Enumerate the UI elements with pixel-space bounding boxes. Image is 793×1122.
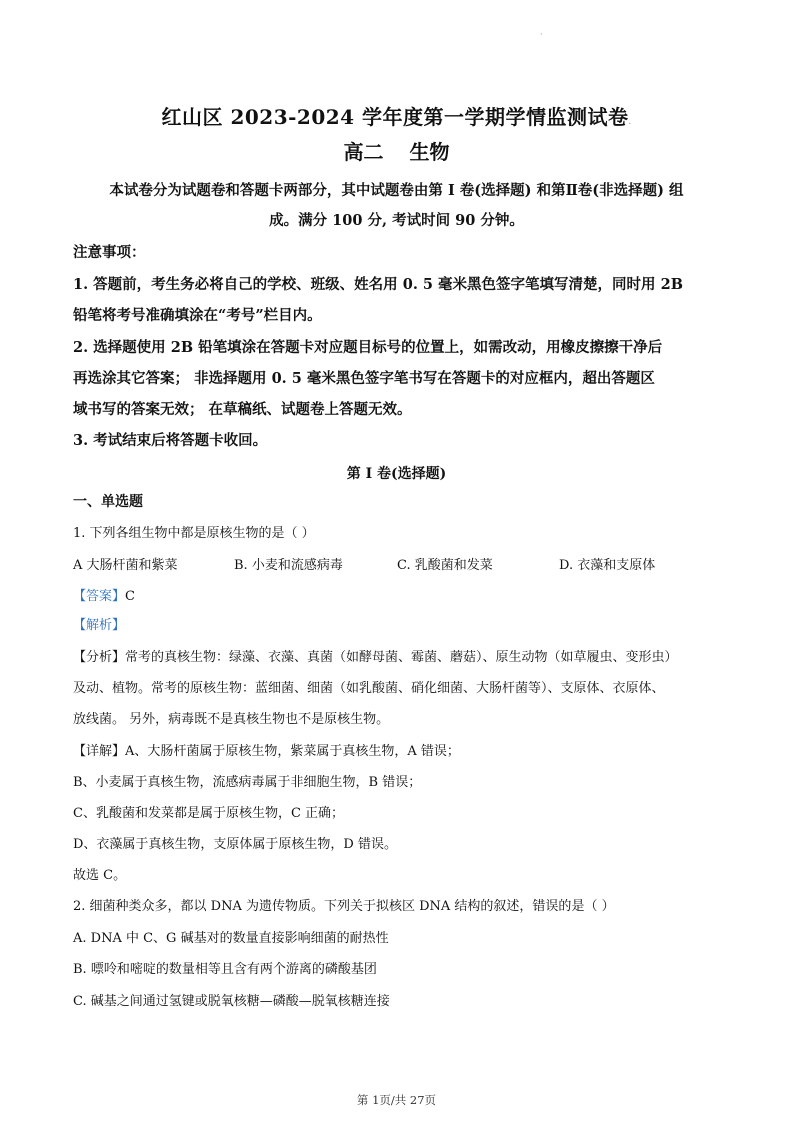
answer-label: 【答案】 [73, 589, 126, 604]
q2-option-b: B. 嘌呤和嘧啶的数量相等且含有两个游离的磷酸基团 [73, 962, 377, 977]
q1-option-d: D. 衣藻和支原体 [559, 558, 656, 573]
q1-conclusion: 故选 C。 [73, 868, 127, 883]
note-2-line-3: 域书写的答案无效； 在草稿纸、试题卷上答题无效。 [73, 401, 412, 418]
xiangjie-line-b: B、小麦属于真核生物，流感病毒属于非细胞生物，B 错误； [73, 775, 422, 790]
q2-option-c: C. 碱基之间通过氢键或脱氧核糖—磷酸—脱氧核糖连接 [73, 994, 390, 1009]
fenxi-line-2: 及动、植物。常考的原核生物：蓝细菌、细菌（如乳酸菌、硝化细菌、大肠杆菌等）、支原体、衣原体、 [73, 681, 665, 696]
q1-option-b: B. 小麦和流感病毒 [234, 558, 343, 573]
note-2-line-1: 2. 选择题使用 2B 铅笔填涂在答题卡对应题目标号的位置上，如需改动，用橡皮擦擦干净后 [73, 339, 663, 356]
intro-line-1: 本试卷分为试题卷和答题卡两部分，其中试题卷由第 I 卷(选择题) 和第Ⅱ卷(非选择题) 组 [109, 182, 684, 199]
exam-title [0, 101, 793, 130]
xiangjie-label: 【详解】 [73, 744, 126, 759]
note-1-line-1: 1. 答题前，考生务必将自己的学校、班级、姓名用 0. 5 毫米黑色签字笔填写清楚，同时用 2B [73, 276, 683, 293]
q1-option-c: C. 乳酸菌和发菜 [397, 558, 493, 573]
note-1-line-2: 铅笔将考号准确填涂在“考号”栏目内。 [73, 307, 322, 324]
fenxi-line-3: 放线菌。 另外，病毒既不是真核生物也不是原核生物。 [73, 712, 390, 727]
section-title: 第 I 卷(选择题) [346, 466, 447, 482]
note-2-line-2: 再选涂其它答案； 非选择题用 0. 5 毫米黑色签字笔书写在答题卡的对应框内，超出答题区 [73, 370, 655, 387]
q1-stem: 1. 下列各组生物中都是原核生物的是（ ） [73, 526, 315, 541]
grade-label: 高二 [343, 140, 384, 164]
title-mark: . [628, 117, 632, 126]
part-heading: 一、单选题 [73, 494, 143, 510]
q1-option-a: A 大肠杆菌和紫菜 [73, 558, 178, 573]
fenxi-label: 【分析】 [73, 650, 126, 665]
fenxi-line-1 [73, 648, 723, 668]
subject-label: 生物 [409, 140, 450, 164]
note-3: 3. 考试结束后将答题卡收回。 [73, 432, 268, 449]
fenxi-text-1: 常考的真核生物：绿藻、衣藻、真菌（如酵母菌、霉菌、蘑菇）、原生动物（如草履虫、变形虫） [125, 650, 678, 665]
scan-dot: · [540, 30, 543, 39]
exam-title-text: 红山区 2023-2024 学年度第一学期学情监测试卷 [161, 105, 629, 129]
page-number: 第 1页/共 27页 [356, 1093, 437, 1107]
q1-answer [73, 587, 723, 607]
exam-subtitle [0, 136, 793, 165]
xiangjie-line-c: C、乳酸菌和发菜都是属于原核生物，C 正确； [73, 806, 345, 821]
intro-line-2: 成。满分 100 分, 考试时间 90 分钟。 [269, 212, 524, 229]
q2-stem: 2. 细菌种类众多，都以 DNA 为遗传物质。下列关于拟核区 DNA 结构的叙述，错误的是（ ） [73, 899, 615, 914]
xiangjie-a-text: A、大肠杆菌属于原核生物，紫菜属于真核生物，A 错误； [125, 744, 460, 759]
answer-value: C [125, 589, 135, 604]
xiangjie-line-d: D、衣藻属于真核生物，支原体属于原核生物，D 错误。 [73, 837, 397, 852]
xiangjie-line-a [73, 742, 723, 762]
analysis-label: 【解析】 [73, 618, 126, 633]
q2-option-a: A. DNA 中 C、G 碱基对的数量直接影响细菌的耐热性 [73, 931, 389, 946]
notes-heading: 注意事项： [73, 244, 146, 261]
